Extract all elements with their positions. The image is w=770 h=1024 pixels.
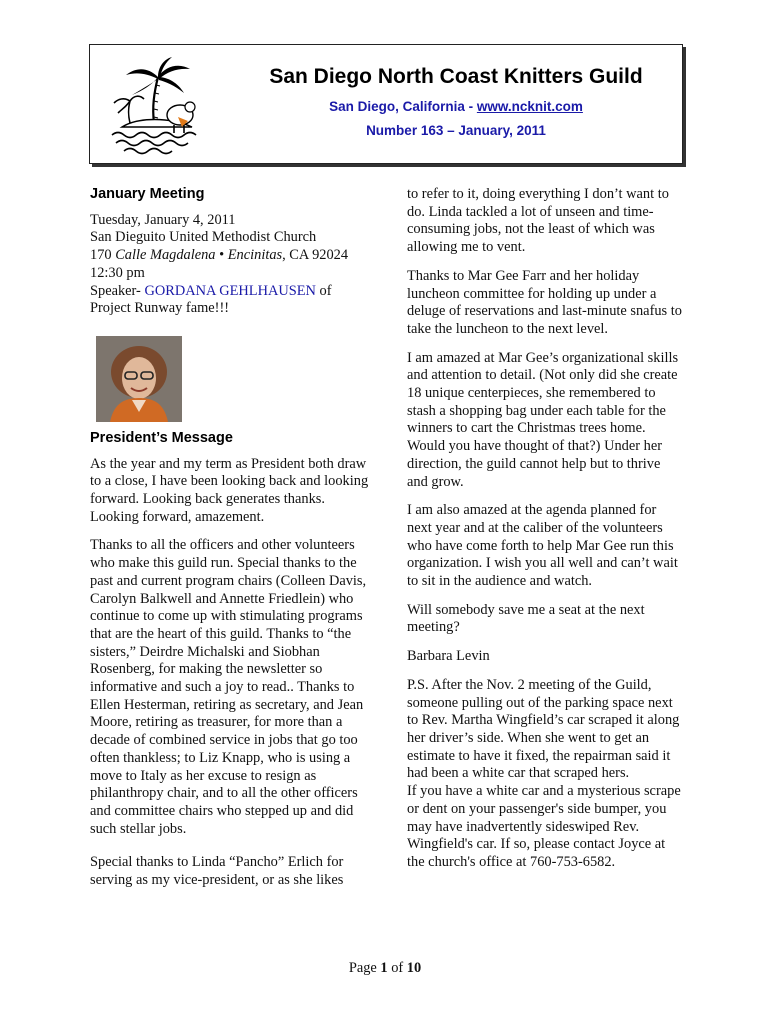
message-paragraph: I am amazed at Mar Gee’s organizational skills and attention to detail. (Not only did she create 18 unique centerpieces, she remembered to stash a shopping bag under each table for the winners to cart the Christmas trees home. Would you have thought of that?) Under her direction, the guild cannot help but to thrive and grow. xyxy=(407,349,679,490)
location-line xyxy=(230,99,682,114)
president-paragraph: Thanks to all the officers and other volunteers who make this guild run. Special thanks to the past and current program chairs (Colleen Davis, Carolyn Balkwell and Annette Friedlein) who continue to come up with stimulating programs that are the heart of this guild. Thanks to “the sisters,” Deirdre Michalski and Siobhan Rosenberg, for making the newsletter so informative and such a joy to read.. Thanks to Ellen Hesterman, retiring as secretary, and Jean Moore, retiring as treasurer, for more than a decade of combined service in jobs that go too often thankless; to Liz Knapp, who is using a move to Italy as her excuse to resign as philanthropy chair, and to all the other officers and committee chairs who stepped up and did such stellar jobs. xyxy=(90,537,367,837)
website-link[interactable]: www.ncknit.com xyxy=(476,99,583,114)
president-heading: President’s Message xyxy=(90,429,233,446)
right-column xyxy=(407,186,682,872)
meeting-time: 12:30 pm xyxy=(90,264,145,281)
message-paragraph: Will somebody save me a seat at the next meeting? xyxy=(407,601,645,636)
newsletter-title: San Diego North Coast Knitters Guild xyxy=(269,65,643,88)
message-paragraph: Thanks to Mar Gee Farr and her holiday luncheon committee for holding up under a deluge of reservations and last-minute snafus to take the luncheon to the next level. xyxy=(407,267,682,337)
message-paragraph: I am also amazed at the agenda planned for next year and at the caliber of the volunteers who have come forth to help Mar Gee run this organization. I wish you all well and can’t wait to sit in the audience and watch. xyxy=(407,502,678,590)
meeting-address: 170 Calle Magdalena • Encinitas, CA 92024 xyxy=(90,247,349,264)
speaker-suffix: of xyxy=(315,282,332,299)
speaker-prefix: Speaker- xyxy=(90,282,145,299)
speaker-name: GORDANA GEHLHAUSEN xyxy=(144,282,316,299)
president-paragraph: As the year and my term as President both draw to a close, I have been looking back and looking forward. Looking back generates thanks. Looking forward, amazement. xyxy=(90,455,369,525)
issue-number: Number 163 – January, 2011 xyxy=(366,123,546,138)
portrait-image xyxy=(96,336,182,422)
message-paragraph: to refer to it, doing everything I don’t want to do. Linda tackled a lot of unseen and time-consuming jobs, not the least of which was allowing me to vent. xyxy=(407,186,669,256)
page-footer xyxy=(0,960,770,977)
meeting-date: Tuesday, January 4, 2011 xyxy=(90,211,236,228)
page-middle: of xyxy=(387,960,407,976)
page-current: 1 xyxy=(380,960,388,976)
page-prefix: Page xyxy=(348,960,381,976)
ps-text-continued: If you have a white car and a mysterious scrape or dent on your passenger's side bumper, you may have inadvertently sideswiped Rev. Wingfield's car. If so, please contact Joyce at the church's office at 760-753-6582. xyxy=(407,783,681,870)
left-column xyxy=(90,186,375,901)
page-total: 10 xyxy=(406,960,422,976)
location-text: San Diego, California - xyxy=(329,99,477,114)
speaker-line2: Project Runway fame!!! xyxy=(90,300,230,317)
ps-text: P.S. After the Nov. 2 meeting of the Guild, someone pulling out of the parking space next to Rev. Martha Wingfield’s car scraped it along her driver’s side. When she went to get an estimate to have it fixed, the repairman said it had been a white car that scraped hers. xyxy=(407,676,680,782)
meeting-heading: January Meeting xyxy=(90,186,205,202)
masthead xyxy=(89,44,683,164)
ps-paragraph xyxy=(407,677,682,872)
meeting-speaker xyxy=(90,283,375,301)
president-paragraph: Special thanks to Linda “Pancho” Erlich for serving as my vice-president, or as she likes xyxy=(90,854,344,889)
meeting-venue: San Dieguito United Methodist Church xyxy=(90,229,317,246)
palm-island-sheep-icon xyxy=(108,55,214,155)
president-photo xyxy=(96,336,182,422)
meeting-details xyxy=(90,212,375,318)
signature: Barbara Levin xyxy=(407,648,490,665)
